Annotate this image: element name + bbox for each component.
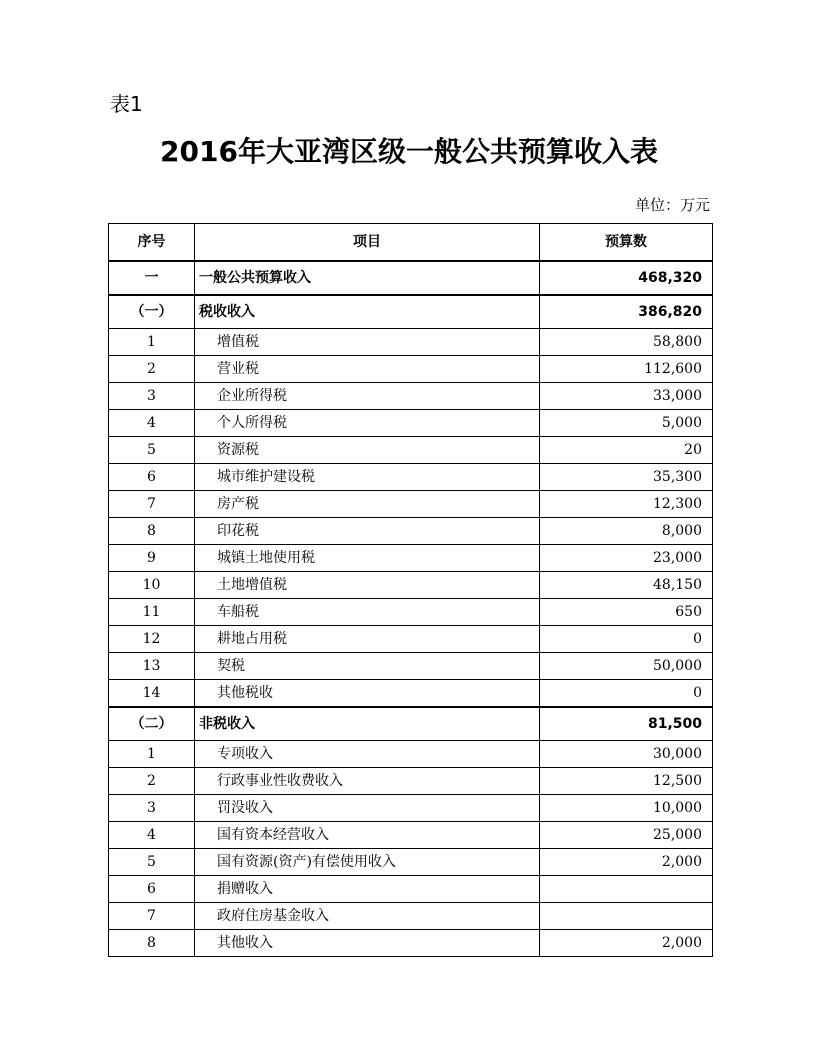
row-seq: 6 bbox=[109, 876, 195, 903]
row-item: 增值税 bbox=[195, 329, 540, 356]
table-row bbox=[109, 653, 713, 680]
row-seq: 8 bbox=[109, 930, 195, 957]
row-amount: 468,320 bbox=[540, 261, 713, 295]
table-row bbox=[109, 822, 713, 849]
section-row bbox=[109, 707, 713, 741]
table-row bbox=[109, 383, 713, 410]
row-seq: 10 bbox=[109, 572, 195, 599]
row-seq: 11 bbox=[109, 599, 195, 626]
table-row bbox=[109, 849, 713, 876]
table-label: 表1 bbox=[110, 92, 143, 116]
row-amount: 2,000 bbox=[540, 849, 713, 876]
table-row bbox=[109, 437, 713, 464]
row-seq: 1 bbox=[109, 329, 195, 356]
row-item: 政府住房基金收入 bbox=[195, 903, 540, 930]
table-row bbox=[109, 741, 713, 768]
table-row bbox=[109, 626, 713, 653]
table-row bbox=[109, 930, 713, 957]
row-item: 税收收入 bbox=[195, 295, 540, 329]
table-row bbox=[109, 572, 713, 599]
row-item: 非税收入 bbox=[195, 707, 540, 741]
row-seq: 3 bbox=[109, 383, 195, 410]
row-amount: 35,300 bbox=[540, 464, 713, 491]
row-seq: 2 bbox=[109, 768, 195, 795]
row-seq: 8 bbox=[109, 518, 195, 545]
section-row bbox=[109, 295, 713, 329]
row-item: 行政事业性收费收入 bbox=[195, 768, 540, 795]
row-amount: 112,600 bbox=[540, 356, 713, 383]
table-row bbox=[109, 680, 713, 708]
row-amount: 12,300 bbox=[540, 491, 713, 518]
row-item: 车船税 bbox=[195, 599, 540, 626]
table-row bbox=[109, 768, 713, 795]
row-amount bbox=[540, 876, 713, 903]
row-amount: 50,000 bbox=[540, 653, 713, 680]
table-row bbox=[109, 410, 713, 437]
table-row bbox=[109, 876, 713, 903]
row-amount: 8,000 bbox=[540, 518, 713, 545]
table-row bbox=[109, 599, 713, 626]
row-seq: 12 bbox=[109, 626, 195, 653]
row-item: 其他收入 bbox=[195, 930, 540, 957]
row-item: 房产税 bbox=[195, 491, 540, 518]
row-seq: 4 bbox=[109, 822, 195, 849]
document-title: 2016年大亚湾区级一般公共预算收入表 bbox=[160, 135, 658, 168]
table-row bbox=[109, 795, 713, 822]
row-item: 罚没收入 bbox=[195, 795, 540, 822]
row-item: 印花税 bbox=[195, 518, 540, 545]
row-item: 城镇土地使用税 bbox=[195, 545, 540, 572]
row-amount: 2,000 bbox=[540, 930, 713, 957]
row-amount: 33,000 bbox=[540, 383, 713, 410]
row-seq: 7 bbox=[109, 903, 195, 930]
row-item: 资源税 bbox=[195, 437, 540, 464]
row-item: 营业税 bbox=[195, 356, 540, 383]
row-item: 国有资源(资产)有偿使用收入 bbox=[195, 849, 540, 876]
row-item: 个人所得税 bbox=[195, 410, 540, 437]
row-item: 耕地占用税 bbox=[195, 626, 540, 653]
row-seq: 2 bbox=[109, 356, 195, 383]
row-amount: 30,000 bbox=[540, 741, 713, 768]
header-item: 项目 bbox=[195, 224, 540, 262]
row-seq: 5 bbox=[109, 437, 195, 464]
row-amount: 58,800 bbox=[540, 329, 713, 356]
row-item: 契税 bbox=[195, 653, 540, 680]
row-seq: 5 bbox=[109, 849, 195, 876]
unit-label: 单位：万元 bbox=[634, 196, 710, 214]
row-seq: 14 bbox=[109, 680, 195, 708]
row-amount: 5,000 bbox=[540, 410, 713, 437]
row-item: 捐赠收入 bbox=[195, 876, 540, 903]
header-row bbox=[109, 224, 713, 262]
table-row bbox=[109, 329, 713, 356]
row-amount: 650 bbox=[540, 599, 713, 626]
row-seq: 9 bbox=[109, 545, 195, 572]
row-amount: 23,000 bbox=[540, 545, 713, 572]
row-amount: 20 bbox=[540, 437, 713, 464]
row-item: 一般公共预算收入 bbox=[195, 261, 540, 295]
row-amount: 0 bbox=[540, 680, 713, 708]
row-seq: 6 bbox=[109, 464, 195, 491]
row-amount: 10,000 bbox=[540, 795, 713, 822]
row-item: 其他税收 bbox=[195, 680, 540, 708]
row-amount bbox=[540, 903, 713, 930]
row-item: 国有资本经营收入 bbox=[195, 822, 540, 849]
table-row bbox=[109, 464, 713, 491]
row-amount: 0 bbox=[540, 626, 713, 653]
table-row bbox=[109, 356, 713, 383]
row-item: 土地增值税 bbox=[195, 572, 540, 599]
table-row bbox=[109, 903, 713, 930]
header-amount: 预算数 bbox=[540, 224, 713, 262]
row-seq: （一） bbox=[109, 295, 195, 329]
row-amount: 81,500 bbox=[540, 707, 713, 741]
header-seq: 序号 bbox=[109, 224, 195, 262]
row-amount: 25,000 bbox=[540, 822, 713, 849]
table-row bbox=[109, 518, 713, 545]
row-seq: 13 bbox=[109, 653, 195, 680]
row-seq: 1 bbox=[109, 741, 195, 768]
row-seq: 一 bbox=[109, 261, 195, 295]
table-row bbox=[109, 545, 713, 572]
table-row bbox=[109, 491, 713, 518]
row-amount: 12,500 bbox=[540, 768, 713, 795]
section-row bbox=[109, 261, 713, 295]
row-amount: 386,820 bbox=[540, 295, 713, 329]
row-seq: 7 bbox=[109, 491, 195, 518]
row-amount: 48,150 bbox=[540, 572, 713, 599]
row-item: 专项收入 bbox=[195, 741, 540, 768]
row-seq: （二） bbox=[109, 707, 195, 741]
row-item: 企业所得税 bbox=[195, 383, 540, 410]
budget-table-body bbox=[109, 261, 713, 957]
row-item: 城市维护建设税 bbox=[195, 464, 540, 491]
row-seq: 4 bbox=[109, 410, 195, 437]
budget-table bbox=[108, 223, 713, 957]
row-seq: 3 bbox=[109, 795, 195, 822]
